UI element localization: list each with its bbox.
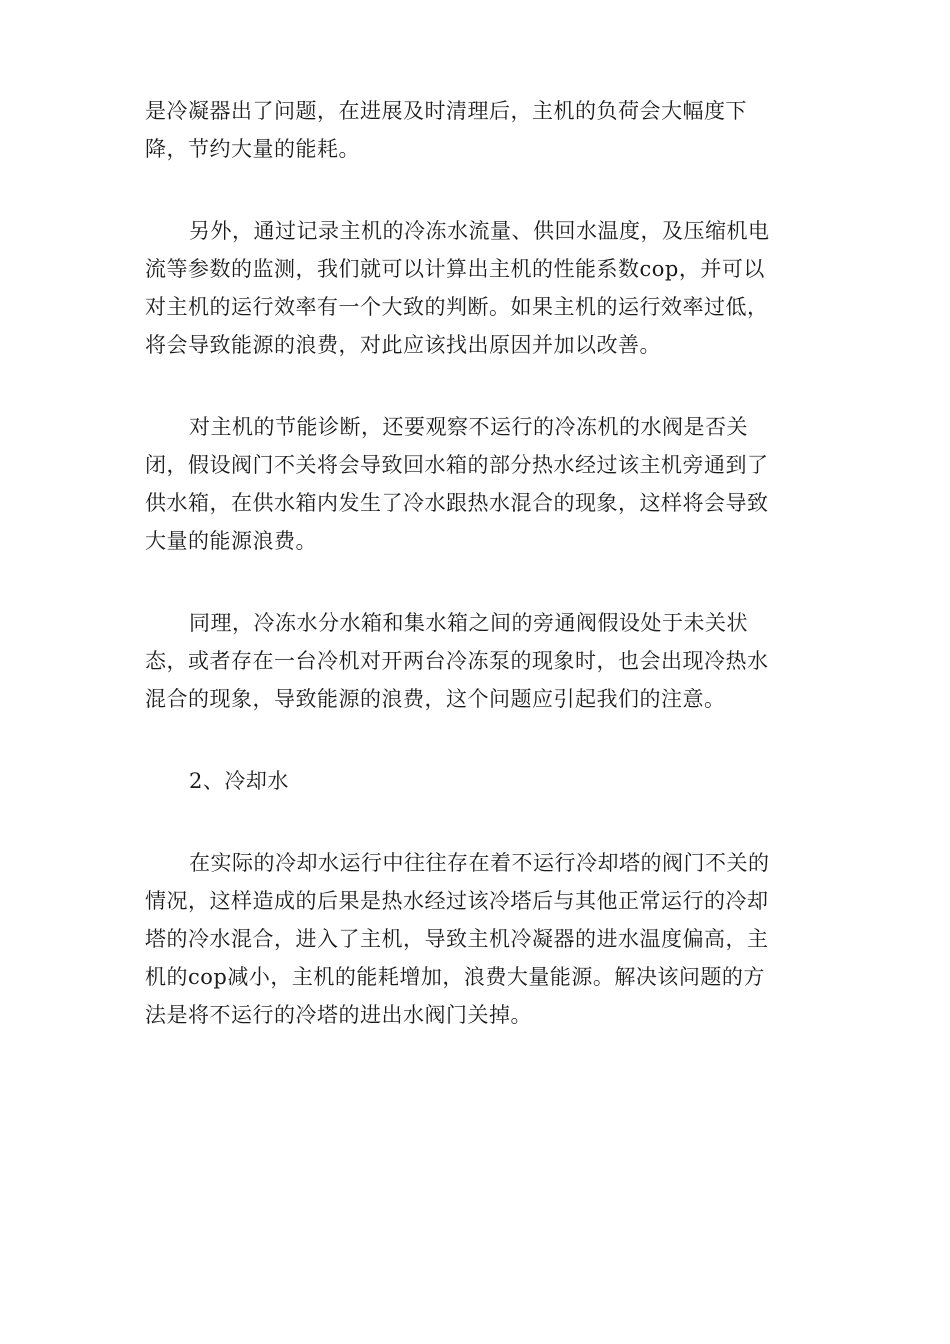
- paragraph: [145, 844, 805, 1034]
- text-line: 情况，这样造成的后果是热水经过该冷塔后与其他正常运行的冷却: [145, 889, 769, 913]
- text-line: 闭，假设阀门不关将会导致回水箱的部分热水经过该主机旁通到了: [145, 453, 769, 477]
- text-line: 降，节约大量的能耗。: [145, 137, 360, 161]
- paragraph: [145, 604, 805, 718]
- text-line: 态，或者存在一台冷机对开两台冷冻泵的现象时，也会出现冷热水: [145, 649, 769, 673]
- text-line: 混合的现象，导致能源的浪费，这个问题应引起我们的注意。: [145, 687, 726, 711]
- text-line: 流等参数的监测，我们就可以计算出主机的性能系数cop，并可以: [145, 257, 765, 281]
- section-heading: [145, 762, 805, 800]
- text-line: 将会导致能源的浪费，对此应该找出原因并加以改善。: [145, 333, 661, 357]
- text-line: 机的cop减小，主机的能耗增加，浪费大量能源。解决该问题的方: [145, 965, 765, 989]
- paragraph: [145, 408, 805, 560]
- text-line: 供水箱，在供水箱内发生了冷水跟热水混合的现象，这样将会导致: [145, 491, 769, 515]
- document-body: [145, 92, 805, 1034]
- text-line: 大量的能源浪费。: [145, 529, 317, 553]
- paragraph: [145, 212, 805, 364]
- text-line: 法是将不运行的冷塔的进出水阀门关掉。: [145, 1003, 532, 1027]
- text-line: 在实际的冷却水运行中往往存在着不运行冷却塔的阀门不关的: [189, 851, 770, 875]
- text-line: 对主机的运行效率有一个大致的判断。如果主机的运行效率过低，: [145, 295, 769, 319]
- paragraph: [145, 92, 805, 168]
- text-line: 对主机的节能诊断，还要观察不运行的冷冻机的水阀是否关: [189, 415, 748, 439]
- text-line: 是冷凝器出了问题，在进展及时清理后，主机的负荷会大幅度下: [145, 99, 747, 123]
- text-line: 同理，冷冻水分水箱和集水箱之间的旁通阀假设处于未关状: [189, 611, 748, 635]
- text-line: 塔的冷水混合，进入了主机，导致主机冷凝器的进水温度偏高，主: [145, 927, 769, 951]
- text-line: 2、冷却水: [189, 769, 289, 793]
- text-line: 另外，通过记录主机的冷冻水流量、供回水温度，及压缩机电: [189, 219, 770, 243]
